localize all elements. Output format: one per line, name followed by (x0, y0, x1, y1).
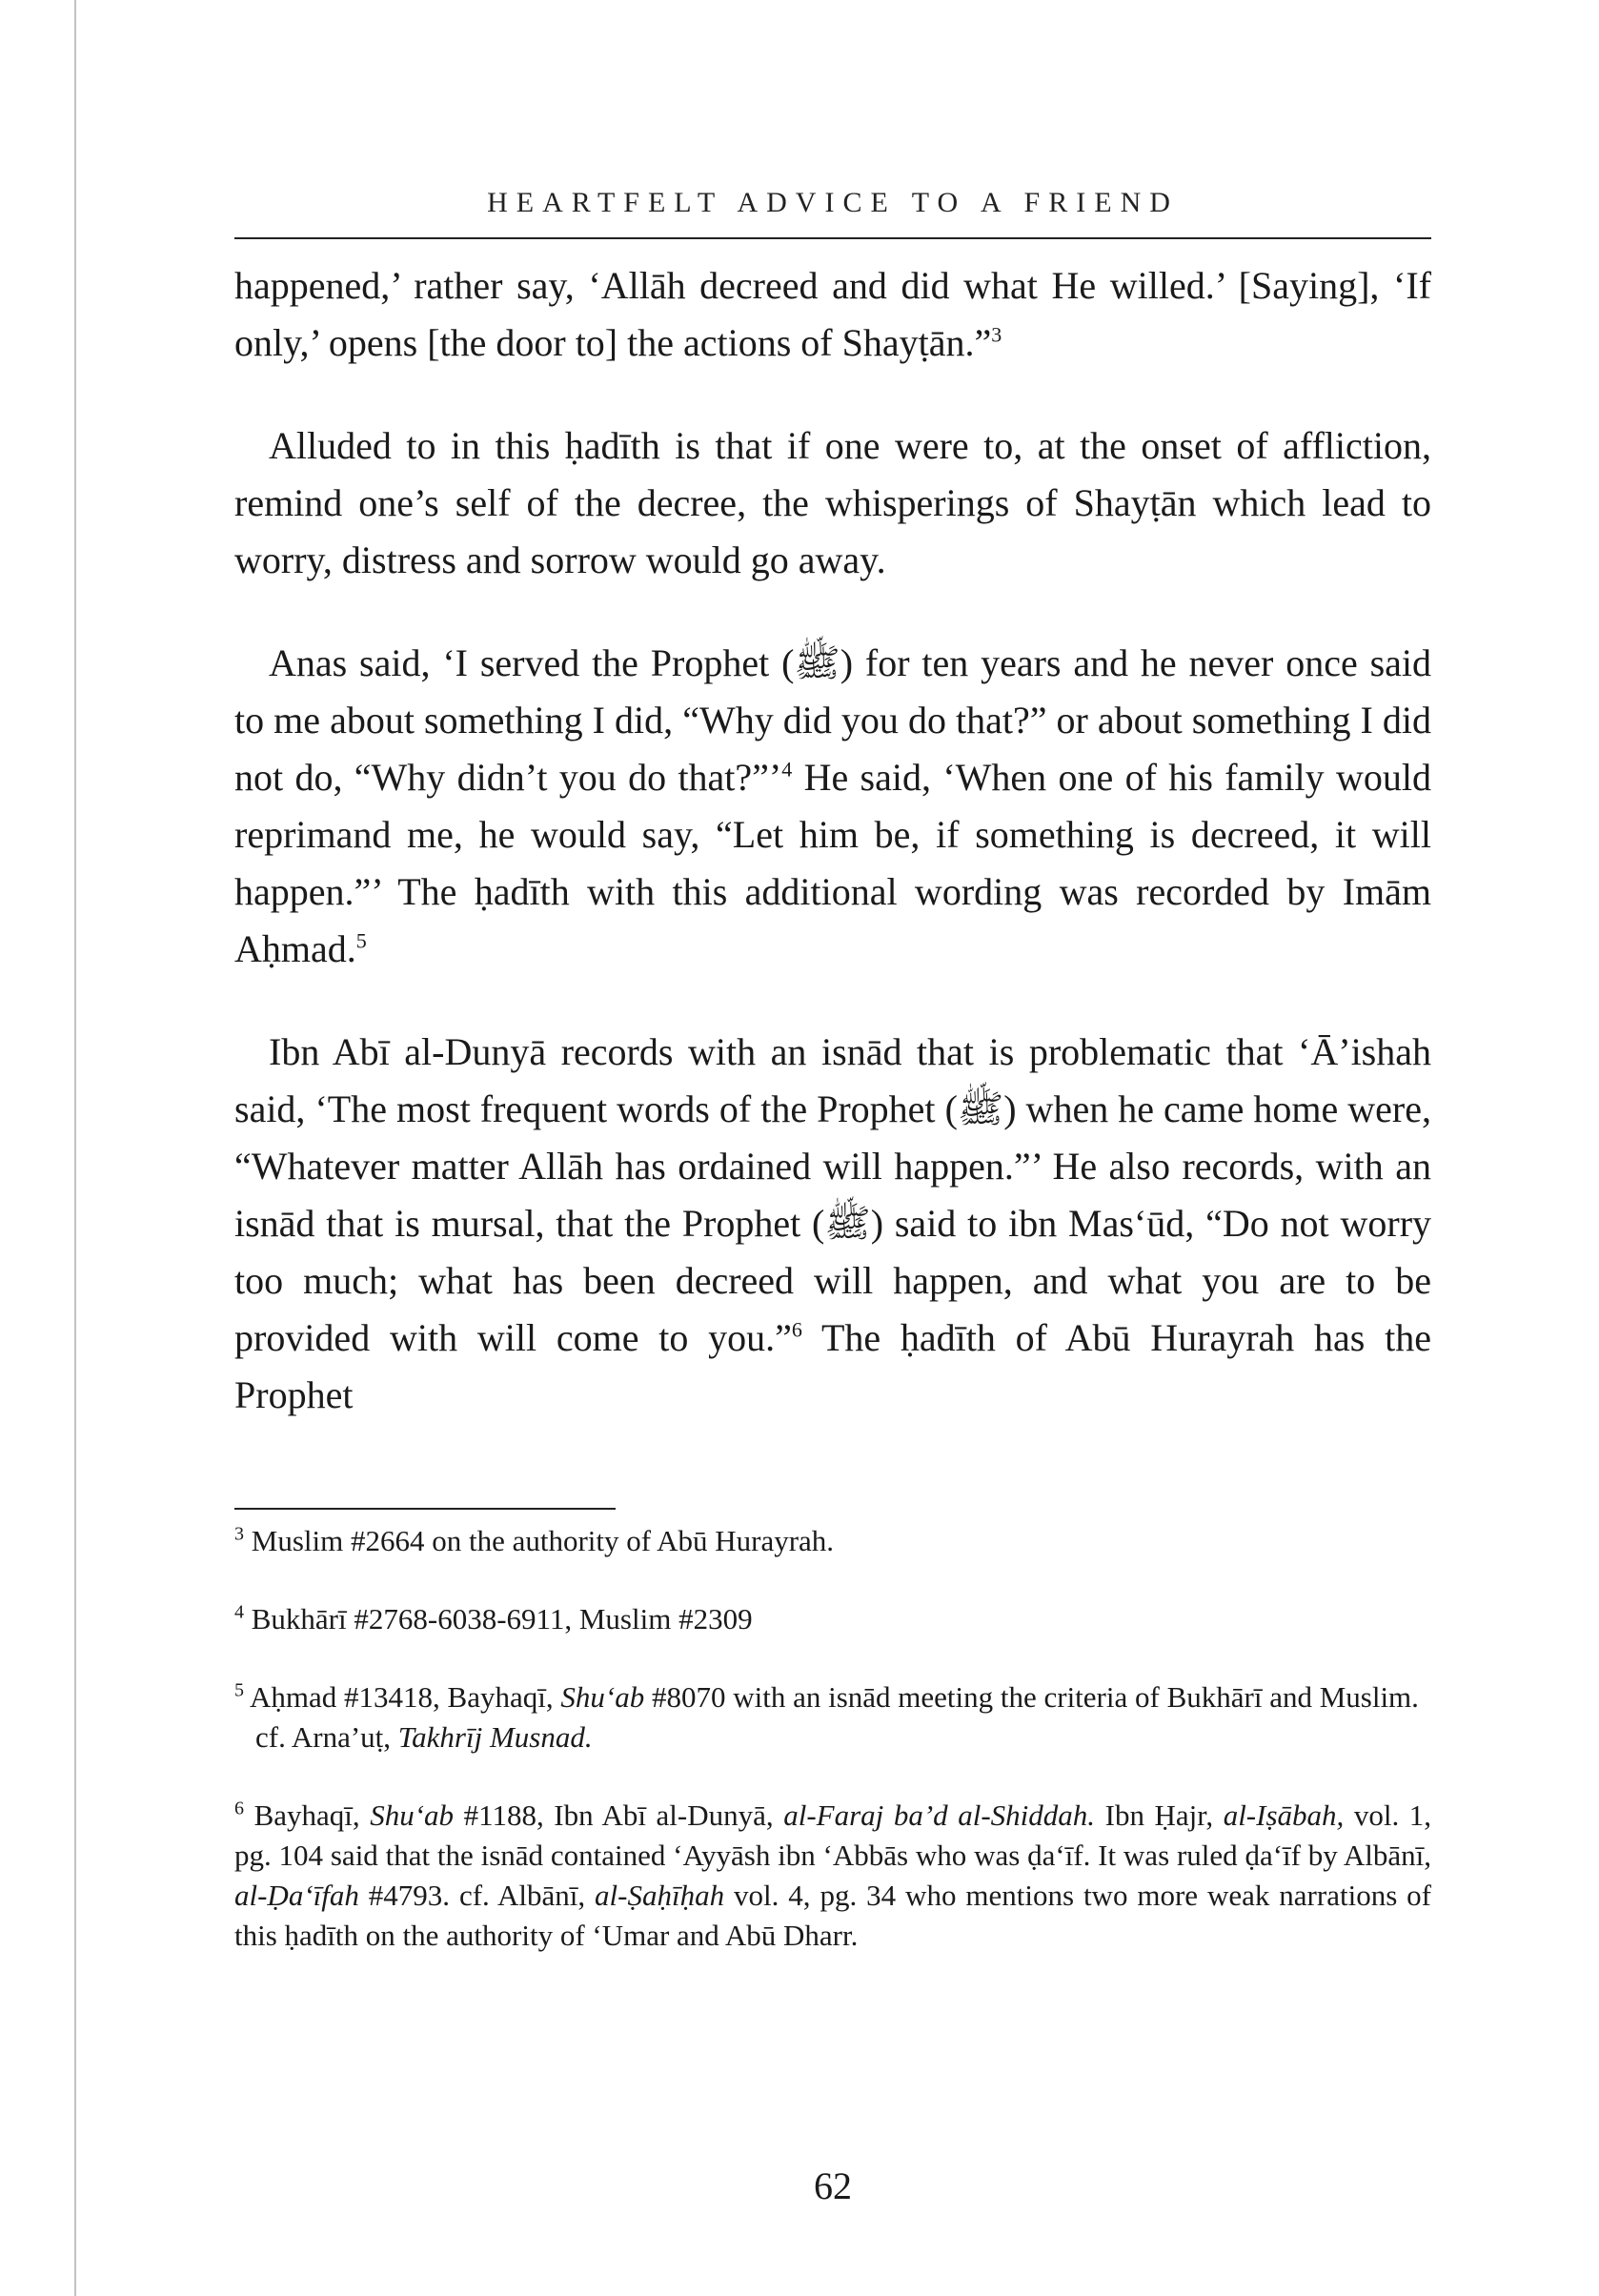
footnote-3 (234, 1521, 1431, 1561)
binding-edge (74, 0, 76, 2296)
paragraph-4 (234, 1024, 1431, 1424)
paragraph-3-text-a: Anas said, ‘I served the Prophet (ﷺ) for ten years and he never once said to me about something I did, “Why did you do that?” or about something I did not do, “Why didn’t you do that?”’ (234, 641, 1432, 799)
footnote-italic: al-Ṣaḥīḥah (595, 1879, 725, 1912)
footnote-sub-line (234, 1717, 1431, 1758)
footnote-italic: Takhrīj Musnad. (397, 1720, 593, 1754)
paragraph-3 (234, 635, 1431, 978)
footnote-ref-6[interactable]: 6 (791, 1317, 802, 1342)
footnote-ref-4[interactable]: 4 (781, 757, 793, 782)
running-head: HEARTFELT ADVICE TO A FRIEND (487, 187, 1179, 218)
footnote-text: Aḥmad #13418, Bayhaqī, (250, 1680, 561, 1714)
footnote-text: vol. 4, pg. 34 who mentions two more weak narrations of this ḥadīth on the authority of ‘Umar and Abū Dharr. (234, 1879, 1431, 1952)
paragraph-2-text: Alluded to in this ḥadīth is that if one were to, at the onset of affliction, remind one’s self of the decree, the whisperings of Shayṭān which lead to worry, distress and sorrow would go away. (234, 424, 1431, 581)
footnote-number: 6 (234, 1798, 244, 1819)
footnote-italic: Shu‘ab (560, 1680, 645, 1714)
paragraph-4-text-a: Ibn Abī al-Dunyā records with an isnād that is problematic that ‘Ā’ishah said, ‘The most frequent words of the Prophet (ﷺ) when he came home were, “Whatever matter Allāh has ordained will happen.”’ He also records, with an isnād that is mursal, that the Prophet (ﷺ) said to ibn Mas‘ūd, “Do not worry too much; what has been decreed will happen, and what you are to be provided with will come to you.” (234, 1030, 1432, 1359)
paragraph-2 (234, 417, 1431, 589)
footnote-6 (234, 1796, 1431, 1956)
footnote-italic: al-Faraj ba’d al-Shiddah. (783, 1798, 1096, 1832)
footnote-text: vol. 1, pg. 104 said that the isnād contained ‘Ayyāsh ibn ‘Abbās who was ḍa‘īf. It was ruled ḍa‘īf by Albānī, (234, 1798, 1432, 1872)
footnote-ref-5[interactable]: 5 (355, 928, 367, 953)
footnote-text: cf. Arna’uṭ, (255, 1720, 398, 1754)
footnote-text: Bukhārī #2768-6038-6911, Muslim #2309 (251, 1602, 753, 1636)
paragraph-1-text: happened,’ rather say, ‘Allāh decreed and did what He willed.’ [Saying], ‘If only,’ opens [the door to] the actions of Shayṭān.” (234, 264, 1431, 364)
footnote-italic: Shu‘ab (370, 1798, 455, 1832)
footnote-number: 5 (234, 1679, 244, 1701)
paragraph-3-text-b: He said, ‘When one of his family would reprimand me, he would say, “Let him be, if something is decreed, it will happen.”’ The ḥadīth with this additional wording was recorded by Imām Aḥmad. (234, 756, 1431, 970)
footnote-text: Bayhaqī, (253, 1798, 371, 1832)
footnote-text: #8070 with an isnād meeting the criteria of Bukhārī and Muslim. (644, 1680, 1419, 1714)
footnote-ref-3[interactable]: 3 (991, 322, 1002, 347)
footnote-text: Muslim #2664 on the authority of Abū Hurayrah. (251, 1524, 835, 1557)
footnote-text: Ibn Ḥajr, (1095, 1798, 1224, 1832)
paragraph-4-text-b: The ḥadīth of Abū Hurayrah has the Prophet (234, 1316, 1432, 1416)
page-number: 62 (814, 2164, 852, 2207)
footnote-italic: al-Iṣābah, (1223, 1798, 1345, 1832)
footnote-5 (234, 1677, 1431, 1758)
body-text (234, 257, 1431, 1470)
footnote-text: #1188, Ibn Abī al-Dunyā, (454, 1798, 784, 1832)
footnote-4 (234, 1599, 1431, 1639)
footnote-number: 3 (234, 1523, 244, 1545)
footnote-rule (234, 1508, 616, 1510)
footnote-text: #4793. cf. Albānī, (358, 1879, 596, 1912)
footnotes (234, 1521, 1431, 1994)
footnote-number: 4 (234, 1601, 244, 1623)
paragraph-1 (234, 257, 1431, 372)
header-rule (234, 237, 1431, 239)
footnote-italic: al-Ḍa‘īfah (234, 1879, 359, 1912)
